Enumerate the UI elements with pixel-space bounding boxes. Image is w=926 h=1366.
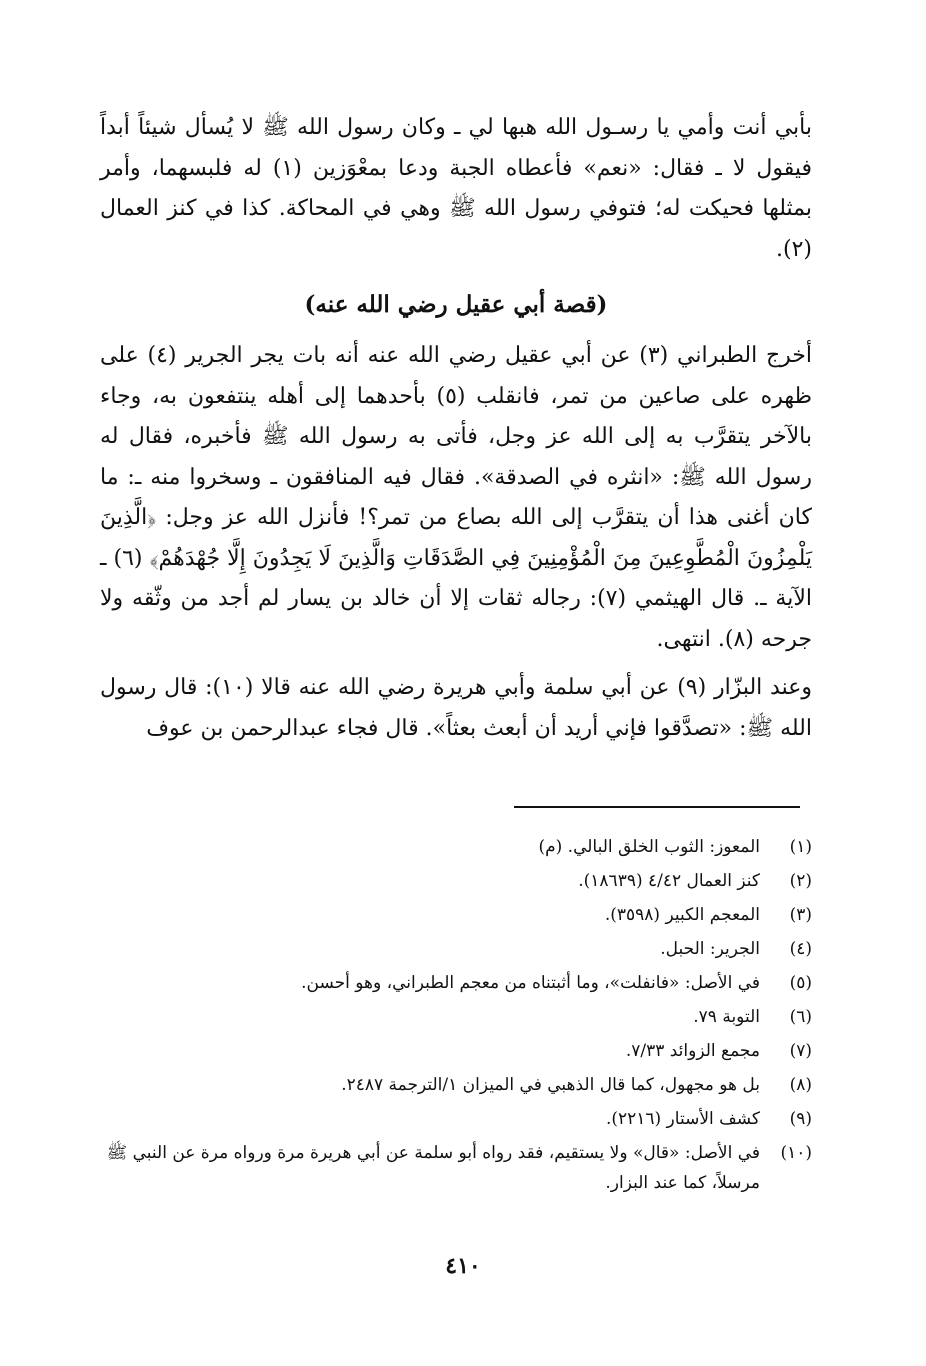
footnote-text: التوبة ٧٩. [693,1007,760,1027]
footnote-separator [514,806,800,808]
footnote-text: المعوز: الثوب الخلق البالي. (م) [538,837,760,857]
footnote-number: (٦) [789,1007,812,1027]
paragraph-1: بأبي أنت وأمي يا رسـول الله هبها لي ـ وكان رسول الله ﷺ لا يُسأل شيئاً أبداً فيقول لا ـ فقال: «نعم» فأعطاه الجبة ودعا بمعْوَزين (١) له فلبسهما، وأمر بمثلها فحيكت له؛ فتوفي رسول الله ﷺ وهي في المحاكة. كذا في كنز العمال (٢). [100,115,812,262]
section-heading: (قصة أبي عقيل رضي الله عنه) [304,291,608,318]
footnote [100,1036,812,1066]
footnote-number: (٧) [789,1041,812,1061]
footnotes-list [100,832,812,1202]
footnote [100,1104,812,1134]
footnote-number: (١) [789,837,812,857]
footnote [100,866,812,896]
footnote-text: كنز العمال ٤/٤٢ (١٨٦٣٩). [578,871,760,891]
footnote-number: (٥) [789,973,812,993]
footnote [100,968,812,998]
footnote-text: مجمع الزوائد ٧/٣٣. [625,1041,760,1061]
footnote [100,1070,812,1100]
footnote-text: في الأصل: «قال» ولا يستقيم، فقد رواه أبو سلمة عن أبي هريرة مرة ورواه مرة عن النبي ﷺ مرسلاً، كما عند البزار. [106,1143,760,1193]
main-text [100,108,812,749]
paragraph-2: أخرج الطبراني (٣) عن أبي عقيل رضي الله عنه أنه بات يجر الجرير (٤) على ظهره على صاعين من تمر، فانقلب (٥) بأحدهما إلى أهله ينتفعون به، وجاء بالآخر يتقرَّب به إلى الله عز وجل، فأتى به رسول الله ﷺ فأخبره، فقال له رسول الله ﷺ: «انثره في الصدقة». فقال فيه المنافقون ـ وسخروا منه ـ: ما كان أغنى هذا أن يتقرَّب إلى الله بصاع من تمر؟! فأنزل الله عز وجل: ﴿الَّذِينَ يَلْمِزُونَ الْمُطَّوِعِينَ مِنَ الْمُؤْمِنِينَ فِي الصَّدَقَاتِ وَالَّذِينَ لَا يَجِدُونَ إِلَّا جُهْدَهُمْ﴾ (٦) ـ الآية ـ. قال الهيثمي (٧): رجاله ثقات إلا أن خالد بن يسار لم أجد من وثّقه ولا جرحه (٨). انتهى. [100,343,812,652]
footnote-number: (٣) [789,905,812,925]
footnote-text: كشف الأستار (٢٢١٦). [605,1109,760,1129]
footnote-number: (٢) [789,871,812,891]
footnote [100,900,812,930]
footnote-text: بل هو مجهول، كما قال الذهبي في الميزان ١/الترجمة ٢٤٨٧. [341,1075,760,1095]
footnote-number: (٨) [789,1075,812,1095]
footnote [100,832,812,862]
footnote [100,1138,812,1198]
footnote-number: (٩) [789,1109,812,1129]
paragraph-3: وعند البزّار (٩) عن أبي سلمة وأبي هريرة رضي الله عنه قالا (١٠): قال رسول الله ﷺ: «تصدَّقوا فإني أريد أن أبعث بعثاً». قال فجاء عبدالرحمن بن عوف [100,675,812,741]
footnote-number: (١٠) [780,1143,812,1163]
page-number: ٤١٠ [445,1253,481,1279]
footnote-text: المعجم الكبير (٣٥٩٨). [604,905,760,925]
footnote [100,1002,812,1032]
footnote [100,934,812,964]
footnote-text: الجرير: الحبل. [660,939,760,959]
footnote-text: في الأصل: «فانفلت»، وما أثبتناه من معجم الطبراني، وهو أحسن. [301,973,760,993]
footnote-number: (٤) [789,939,812,959]
